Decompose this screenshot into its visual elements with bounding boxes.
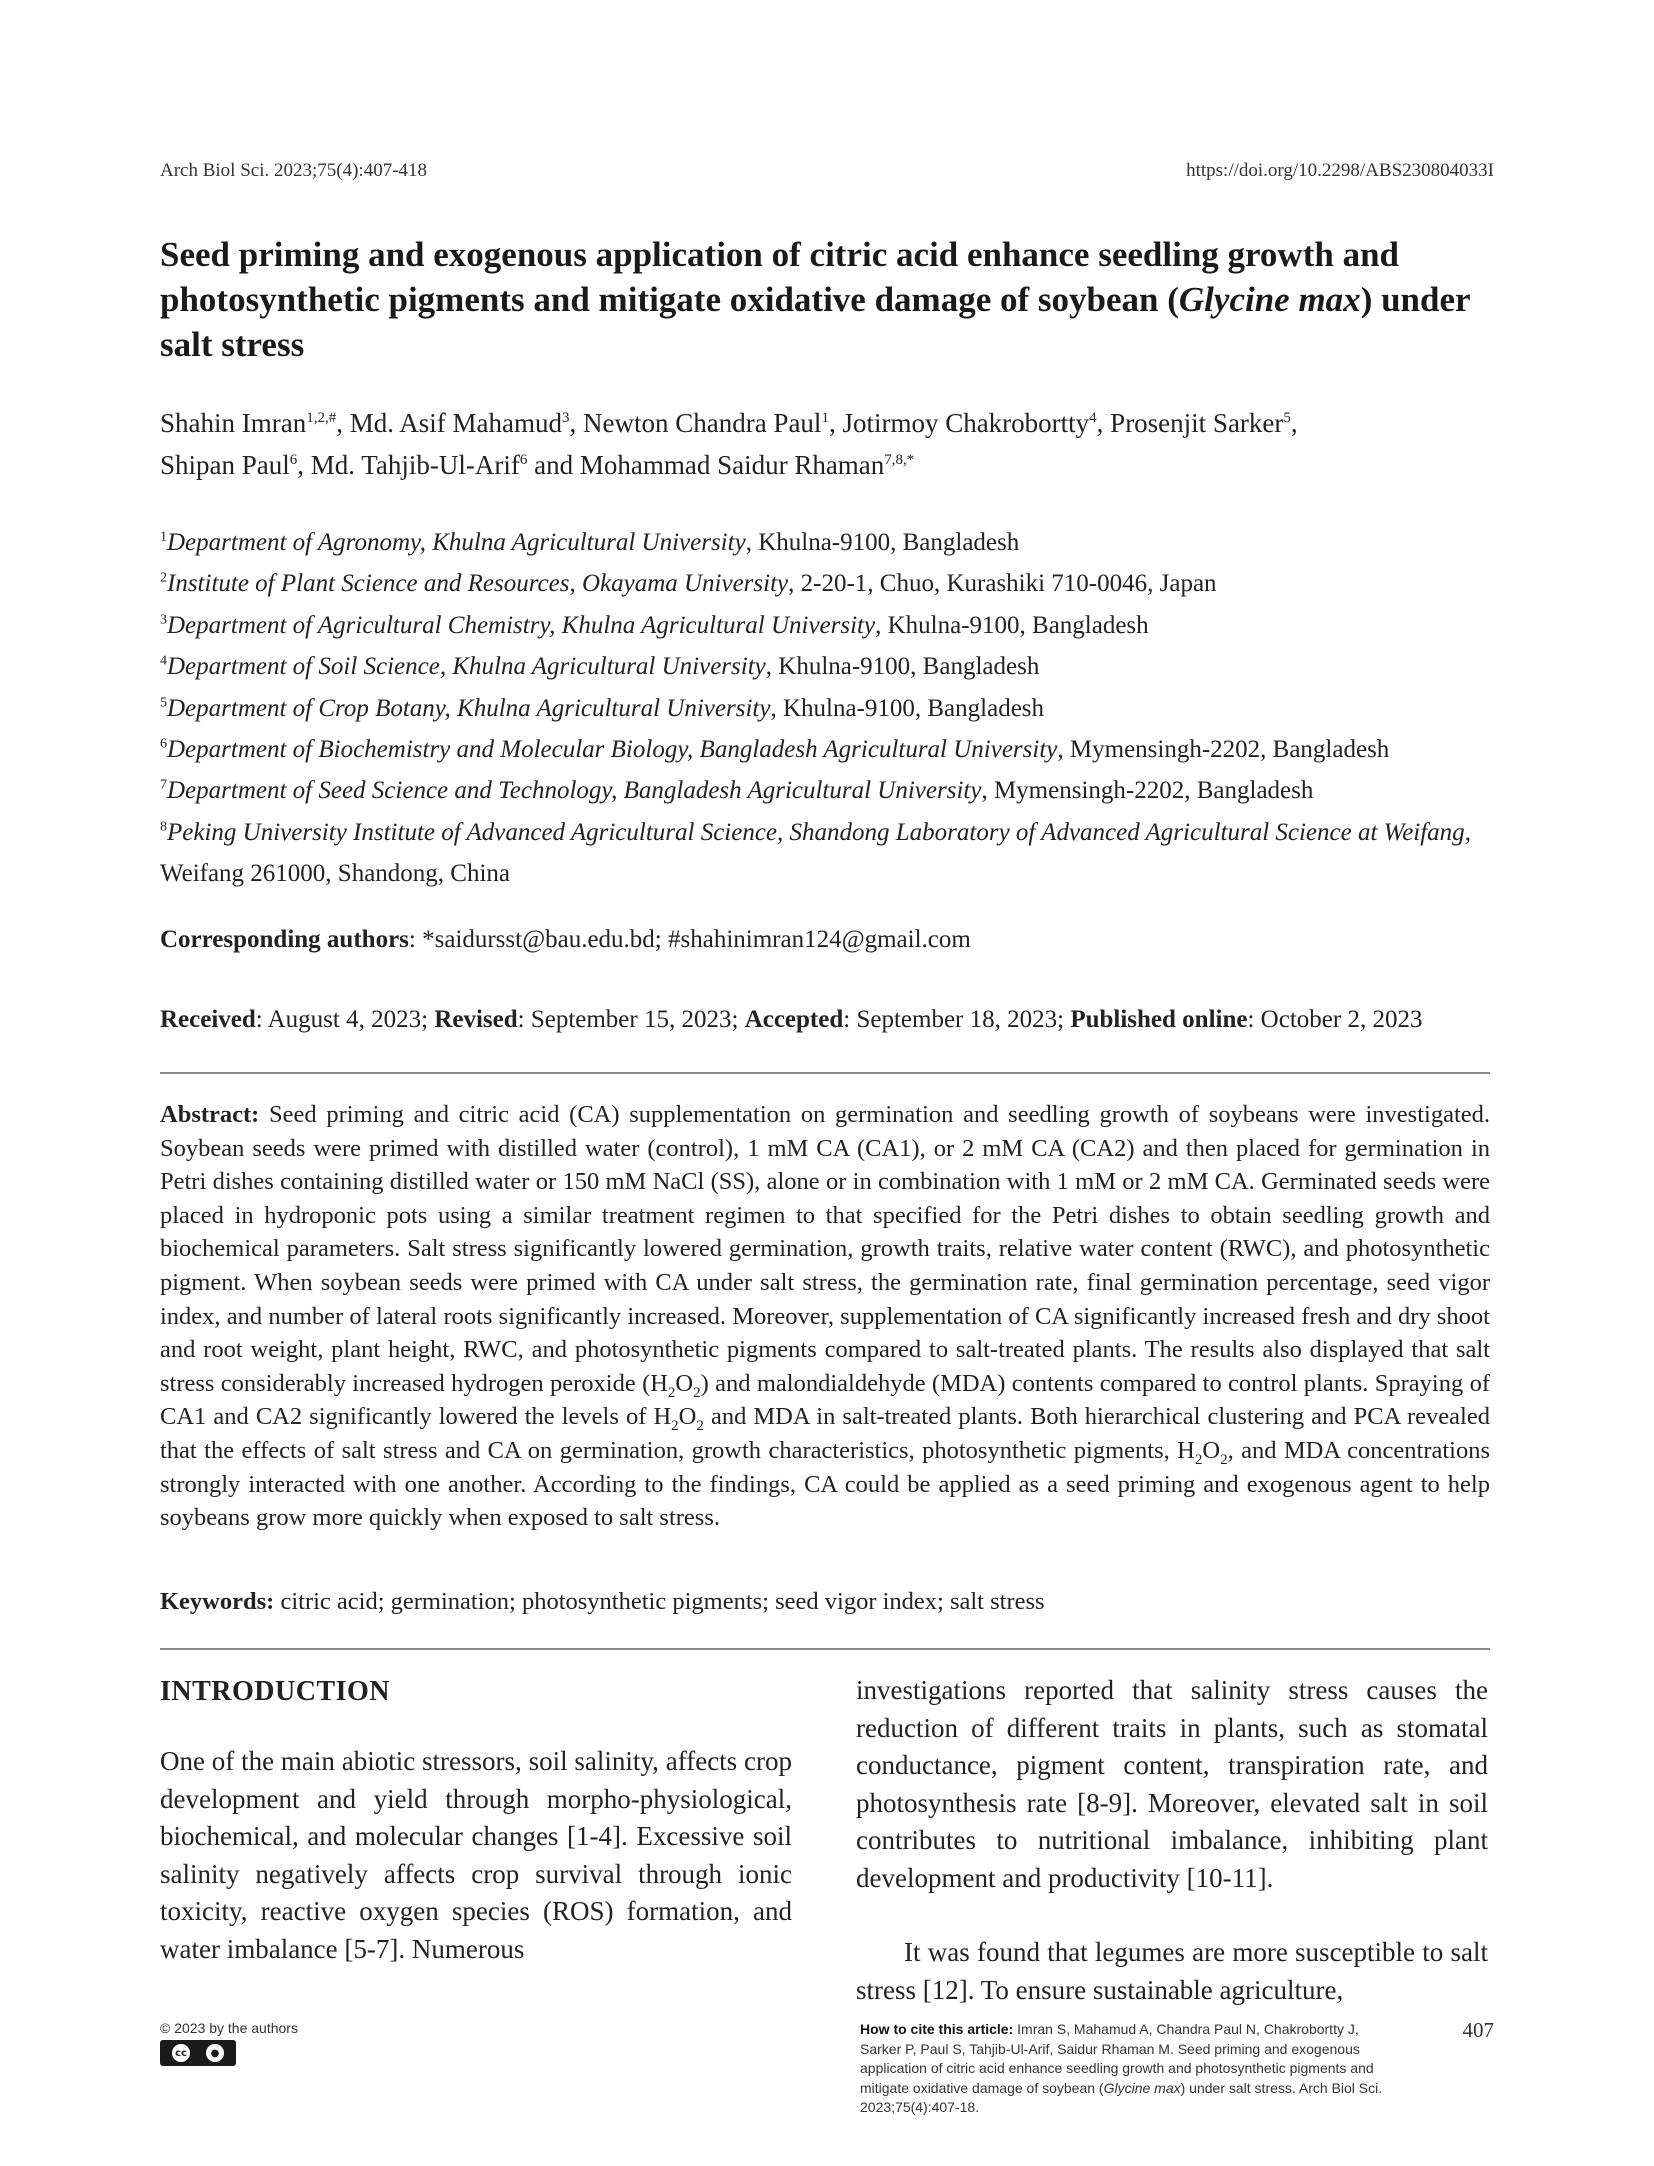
affiliation-institution: Department of Crop Botany, Khulna Agricultural University (167, 694, 771, 722)
cite-text-end: ) under salt stress. Arch Biol Sci. 2023;75(4):407-18. (860, 2079, 1383, 2115)
keywords-value: citric acid; germination; photosynthetic pigments; seed vigor index; salt stress (274, 1588, 1045, 1615)
intro-paragraph-1: One of the main abiotic stressors, soil salinity, affects crop development and yield through morpho-physiological, biochemical, and molecular changes [1-4]. Excessive soil salinity negatively affects crop survival through ionic toxicity, reactive oxygen species (ROS) formation, and water imbalance [5-7]. Numerous (160, 1746, 792, 1964)
affiliation-item (160, 770, 1500, 811)
title-text-end: ) under salt stress (160, 280, 1470, 364)
author-separator: , (1290, 408, 1298, 438)
article-dates (160, 1006, 1500, 1034)
affiliation-number: 4 (160, 653, 167, 669)
by-icon: ● (206, 2044, 224, 2062)
journal-citation: Arch Biol Sci. 2023;75(4):407-418 (160, 160, 428, 181)
cite-text: Imran S, Mahamud A, Chandra Paul N, Chakrobortty J, Sarker P, Paul S, Tahjib-Ul-Arif, Saidur Rhaman M. Seed priming and exogenous application of citric acid enhance seedling growth and photosynthetic pigments and mitigate oxidative damage of soybean ( (860, 2021, 1374, 2096)
author-affiliation-marker: 7,8,* (884, 452, 915, 468)
author-name: Md. Tahjib-Ul-Arif (310, 450, 520, 480)
author-separator: and (527, 450, 580, 480)
affiliation-item (160, 729, 1500, 770)
author-name: Jotirmoy Chakrobortty (842, 408, 1090, 438)
revised-label: Revised (434, 1006, 518, 1033)
author-affiliation-marker: 6 (289, 452, 298, 468)
abstract-text: O (675, 1369, 694, 1397)
affiliation-list (160, 522, 1500, 895)
abstract (160, 1098, 1490, 1535)
affiliation-institution: Department of Biochemistry and Molecular Biology, Bangladesh Agricultural University (167, 736, 1058, 764)
affiliation-number: 2 (160, 571, 167, 587)
abstract-text: O (1202, 1436, 1221, 1464)
abstract-text: ) and malondialdehyde (MDA) contents compared to control plants. Spraying of CA1 and CA2 significantly lowered the levels of H (160, 1369, 1490, 1431)
revised-date: : September 15, 2023; (517, 1006, 745, 1033)
doi-link[interactable]: https://doi.org/10.2298/ABS230804033I (1186, 160, 1494, 181)
author-list (160, 402, 1500, 486)
divider-bottom (160, 1648, 1490, 1650)
affiliation-location: , Mymensingh-2202, Bangladesh (1057, 736, 1390, 764)
cc-by-icon[interactable] (160, 2040, 236, 2066)
affiliation-item (160, 688, 1500, 729)
subscript: 2 (696, 1418, 704, 1435)
subscript: 2 (667, 1384, 676, 1401)
author-name: Mohammad Saidur Rhaman (579, 450, 885, 480)
author-separator: , (1096, 408, 1111, 438)
corresponding-emails[interactable]: : *saidursst@bau.edu.bd; #shahinimran124@gmail.com (408, 926, 971, 953)
affiliation-location: , Khulna-9100, Bangladesh (770, 694, 1045, 722)
page-number: 407 (1462, 2018, 1494, 2042)
affiliation-location: , Mymensingh-2202, Bangladesh (981, 777, 1314, 805)
intro-paragraph-2: It was found that legumes are more susceptible to salt stress [12]. To ensure sustainable agriculture, (856, 1937, 1488, 2005)
affiliation-location: , Khulna-9100, Bangladesh (875, 611, 1149, 639)
subscript: 2 (671, 1418, 679, 1435)
subscript: 2 (1220, 1451, 1228, 1468)
affiliation-item (160, 812, 1500, 895)
abstract-text: , and MDA concentrations strongly interacted with one another. According to the findings, CA could be applied as a seed priming and exogenous agent to help soybeans grow more quickly when exposed to salt stress. (160, 1436, 1490, 1532)
author-separator: , (569, 408, 583, 438)
intro-paragraph-1-cont: investigations reported that salinity stress causes the reduction of different traits in plants, such as stomatal conductance, pigment content, transpiration rate, and photosynthesis rate [8-9]. Moreover, elevated salt in soil contributes to nutritional imbalance, inhibiting plant development and productivity [10-11]. (856, 1675, 1488, 1893)
affiliation-institution: Department of Soil Science, Khulna Agricultural University (167, 653, 766, 681)
copyright-notice: © 2023 by the authors (160, 2020, 298, 2036)
affiliation-item (160, 605, 1500, 646)
affiliation-number: 3 (160, 612, 167, 628)
affiliation-location: , 2-20-1, Chuo, Kurashiki 710-0046, Japan (788, 570, 1217, 598)
affiliation-institution: Institute of Plant Science and Resources, Okayama University (167, 570, 789, 598)
article-title (160, 232, 1500, 367)
cc-icon: cc (172, 2044, 190, 2062)
author-separator: , (828, 408, 843, 438)
published-label: Published online (1070, 1006, 1248, 1033)
author-name: Shahin Imran (160, 408, 307, 438)
affiliation-institution: Department of Agronomy, Khulna Agricultural University (167, 529, 746, 556)
accepted-date: : September 18, 2023; (843, 1006, 1071, 1033)
divider-top (160, 1072, 1490, 1074)
section-heading: INTRODUCTION (160, 1676, 391, 1707)
author-affiliation-marker: 3 (561, 410, 570, 426)
abstract-label: Abstract: (160, 1101, 260, 1128)
corresponding-label: Corresponding authors (160, 926, 409, 953)
title-text: Seed priming and exogenous application of citric acid enhance seedling growth and photosynthetic pigments and mitigate oxidative damage of soybean ( (160, 235, 1400, 319)
affiliation-number: 5 (160, 695, 167, 711)
title-species: Glycine max (1178, 280, 1361, 319)
how-to-cite (860, 2020, 1390, 2118)
abstract-text: O (678, 1403, 697, 1431)
author-affiliation-marker: 5 (1283, 410, 1291, 426)
affiliation-number: 1 (160, 529, 167, 545)
received-label: Received (160, 1006, 256, 1033)
author-affiliation-marker: 4 (1089, 410, 1097, 426)
corresponding-authors (160, 926, 1500, 954)
affiliation-location: , Khulna-9100, Bangladesh (765, 653, 1040, 681)
author-name: Prosenjit Sarker (1110, 408, 1284, 438)
author-separator: , (297, 450, 311, 480)
author-name: Shipan Paul (160, 450, 290, 480)
published-date: : October 2, 2023 (1247, 1006, 1423, 1033)
affiliation-location: , Khulna-9100, Bangladesh (745, 529, 1020, 556)
author-affiliation-marker: 6 (519, 452, 528, 468)
subscript: 2 (693, 1384, 701, 1401)
affiliation-item (160, 522, 1500, 563)
keywords (160, 1588, 1490, 1616)
cite-label: How to cite this article: (860, 2021, 1014, 2037)
cite-species: Glycine max (1103, 2079, 1181, 2096)
author-affiliation-marker: 1,2,# (306, 410, 337, 426)
abstract-text: Seed priming and citric acid (CA) supplementation on germination and seedling growth of soybeans were investigated. Soybean seeds were primed with distilled water (control), 1 mM CA (CA1), or 2 mM CA (CA2) and then placed for germination in Petri dishes containing distilled water or 150 mM NaCl (SS), alone or in combination with 1 mM or 2 mM CA. Germinated seeds were placed in hydroponic pots using a similar treatment regimen to that specified for the Petri dishes to obtain seedling growth and biochemical parameters. Salt stress significantly lowered germination, growth traits, relative water content (RWC), and photosynthetic pigment. When soybean seeds were primed with CA under salt stress, the germination rate, final germination percentage, seed vigor index, and number of lateral roots significantly increased. Moreover, supplementation of CA significantly increased fresh and dry shoot and root weight, plant height, RWC, and photosynthetic pigments compared to salt-treated plants. The results also displayed that salt stress considerably increased hydrogen peroxide (H (160, 1101, 1490, 1397)
affiliation-number: 7 (160, 778, 167, 794)
keywords-label: Keywords: (160, 1588, 275, 1615)
affiliation-institution: Department of Agricultural Chemistry, Khulna Agricultural University (167, 611, 876, 639)
affiliation-number: 8 (160, 819, 167, 835)
abstract-text: and MDA in salt-treated plants. Both hierarchical clustering and PCA revealed that the effects of salt stress and CA on germination, growth characteristics, photosynthetic pigments, H (160, 1403, 1490, 1464)
affiliation-item (160, 563, 1500, 604)
received-date: : August 4, 2023; (255, 1006, 435, 1033)
author-separator: , (336, 408, 350, 438)
author-affiliation-marker: 1 (821, 410, 829, 426)
accepted-label: Accepted (744, 1006, 844, 1033)
affiliation-item (160, 646, 1500, 687)
affiliation-institution: Peking University Institute of Advanced Agricultural Science, Shandong Laboratory of Advanced Agricultural Science at Weifang (167, 818, 1465, 846)
affiliation-institution: Department of Seed Science and Technology, Bangladesh Agricultural University (167, 777, 982, 805)
affiliation-location: , Weifang 261000, Shandong, China (160, 818, 1471, 888)
subscript: 2 (1194, 1451, 1203, 1468)
author-name: Newton Chandra Paul (582, 408, 822, 438)
affiliation-number: 6 (160, 736, 167, 752)
author-name: Md. Asif Mahamud (349, 408, 562, 438)
